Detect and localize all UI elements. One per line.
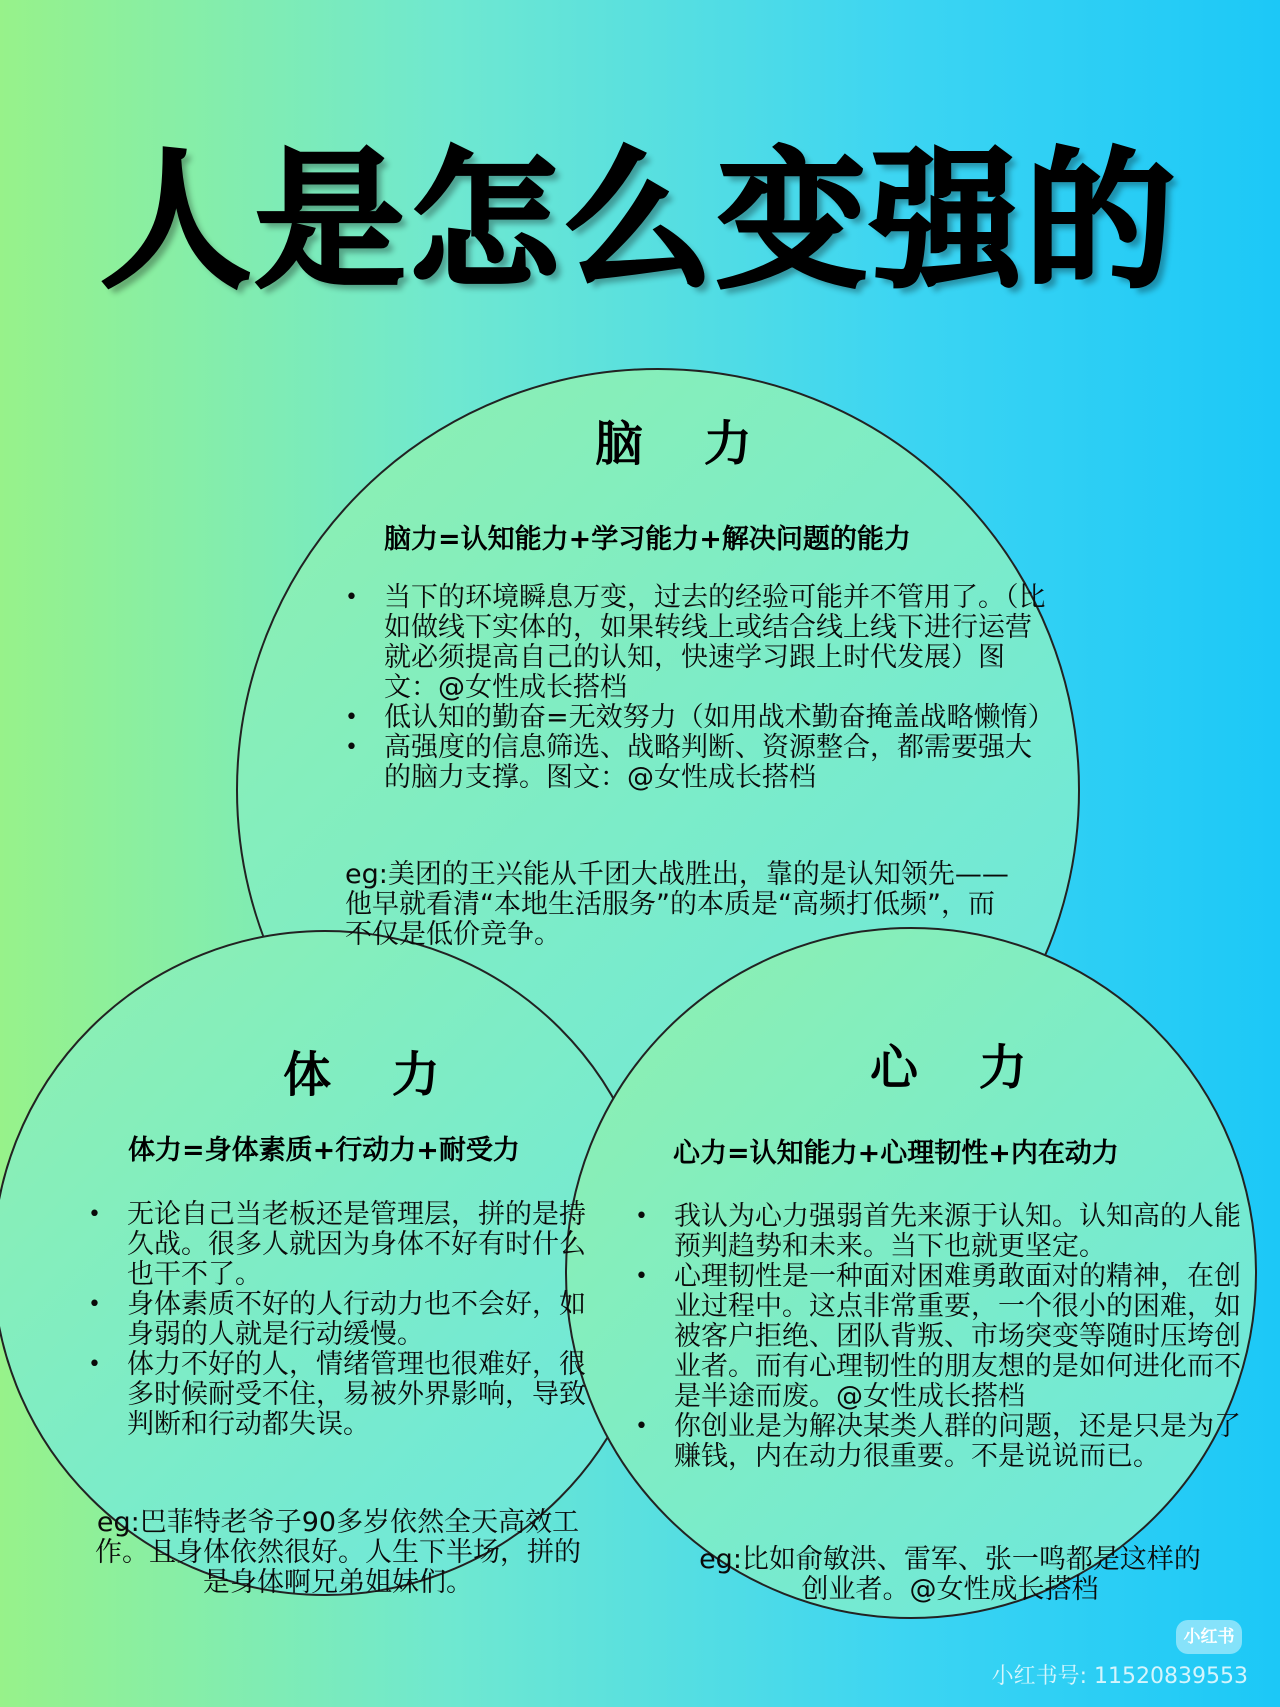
- page-title: 人是怎么变强的: [100, 135, 1179, 309]
- list-item: • 你创业是为解决某类人群的问题，还是只是为了赚钱，内在动力很重要。不是说说而已。: [635, 1412, 1250, 1472]
- physical-power-title: 体 力: [283, 1047, 462, 1103]
- brain-power-example: eg:美团的王兴能从千团大战胜出，靠的是认知领先——他早就看清“本地生活服务”的本质是“高频打低频”，而不仅是低价竞争。: [345, 859, 1009, 950]
- brain-power-title: 脑 力: [595, 416, 774, 472]
- mental-power-example: eg:比如俞敏洪、雷军、张一鸣都是这样的创业者。@女性成长搭档: [699, 1544, 1201, 1605]
- list-item: • 高强度的信息筛选、战略判断、资源整合，都需要强大的脑力支撑。图文：@女性成长搭档: [345, 733, 1050, 793]
- list-item: • 心理韧性是一种面对困难勇敢面对的精神，在创业过程中。这点非常重要，一个很小的困难，如被客户拒绝、团队背叛、市场突变等随时压垮创业者。而有心理韧性的朋友想的是如何进化而不是半途而废。@女性成长搭档: [635, 1262, 1250, 1412]
- list-item: • 低认知的勤奋=无效努力（如用战术勤奋掩盖战略懒惰）: [345, 703, 1050, 733]
- physical-power-points: [88, 1200, 588, 1440]
- xiaohongshu-logo: 小红书: [1176, 1620, 1242, 1654]
- brain-power-points: [345, 582, 1055, 793]
- watermark-text: 小红书号: 11520839553: [991, 1664, 1248, 1689]
- list-item: • 无论自己当老板还是管理层，拼的是持久战。很多人就因为身体不好有时什么也干不了。: [88, 1200, 588, 1290]
- mental-power-points: [635, 1202, 1250, 1472]
- list-item: • 体力不好的人，情绪管理也很难好，很多时候耐受不住，易被外界影响，导致判断和行动都失误。: [88, 1350, 588, 1440]
- physical-power-example: eg:巴菲特老爷子90多岁依然全天高效工作。且身体依然很好。人生下半场，拼的是身体啊兄弟姐妹们。: [95, 1507, 581, 1598]
- list-item: • 身体素质不好的人行动力也不会好，如身弱的人就是行动缓慢。: [88, 1290, 588, 1350]
- mental-power-title: 心 力: [870, 1040, 1049, 1096]
- mental-power-formula: 心力=认知能力+心理韧性+内在动力: [673, 1138, 1119, 1169]
- list-item: • 我认为心力强弱首先来源于认知。认知高的人能预判趋势和未来。当下也就更坚定。: [635, 1202, 1250, 1262]
- list-item: • 当下的环境瞬息万变，过去的经验可能并不管用了。（比如做线下实体的，如果转线上或结合线上线下进行运营就必须提高自己的认知，快速学习跟上时代发展）图文：@女性成长搭档: [345, 583, 1050, 703]
- brain-power-formula: 脑力=认知能力+学习能力+解决问题的能力: [384, 524, 911, 555]
- physical-power-formula: 体力=身体素质+行动力+耐受力: [128, 1135, 520, 1166]
